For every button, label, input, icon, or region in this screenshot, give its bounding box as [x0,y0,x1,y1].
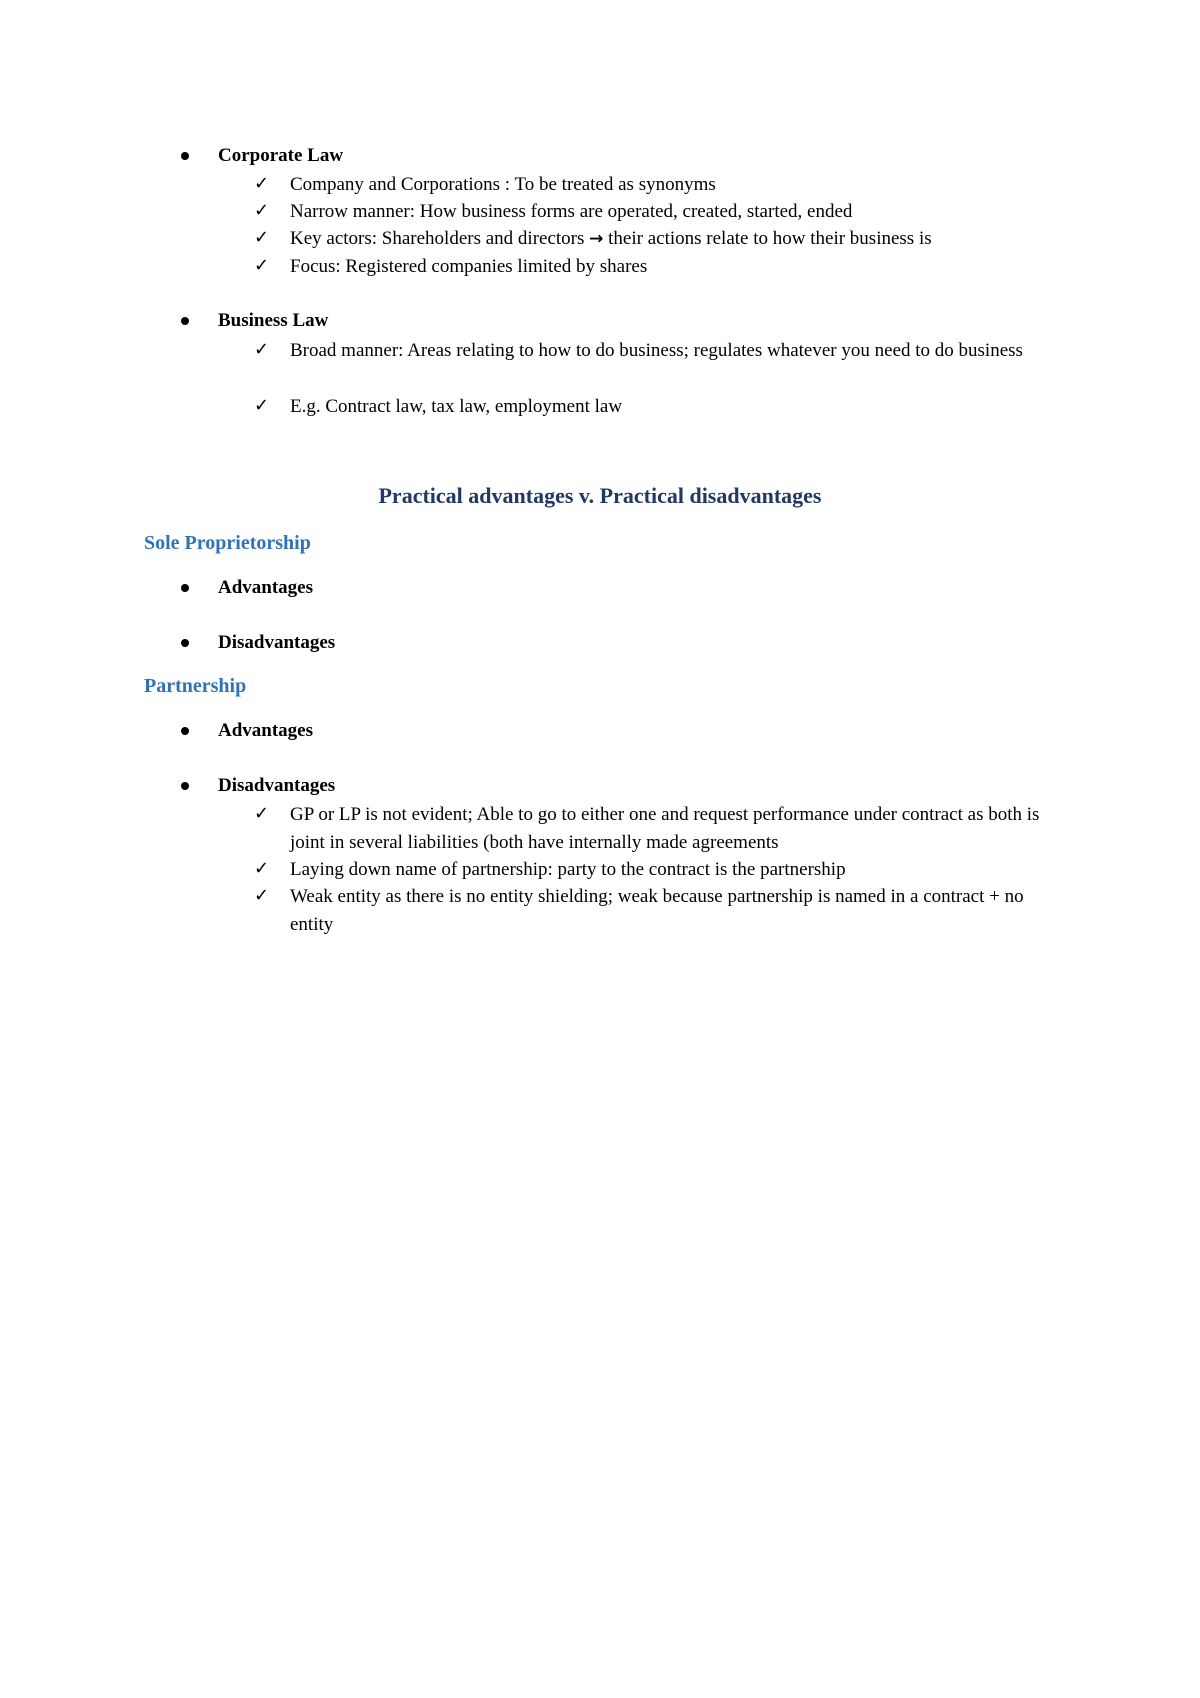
checkmark-icon: ✓ [254,858,270,879]
check-item-text-part: Key actors: Shareholders and directors [290,228,585,249]
section-heading: Practical advantages v. Practical disadvantages [378,483,822,508]
checkmark-icon: ✓ [254,255,270,276]
check-item-text-part: their actions relate to how their business is [608,228,932,249]
check-item-text: Broad manner: Areas relating to how to do business; regulates whatever you need to do business [290,340,1023,361]
check-item-text: Focus: Registered companies limited by shares [290,256,648,277]
check-item-text: Weak entity as there is no entity shielding; weak because partnership is named in a contract + no entity [290,886,1024,935]
arrow-right-icon: → [589,229,604,249]
bullet-label: Advantages [218,720,314,741]
bullet-label: Advantages [218,577,314,598]
check-item-text: Laying down name of partnership: party to the contract is the partnership [290,859,846,880]
checkmark-icon: ✓ [254,339,270,360]
checkmark-icon: ✓ [254,395,270,416]
bullet-label: Disadvantages [218,775,336,796]
checkmark-icon: ✓ [254,200,270,221]
subheading-sole-proprietorship: Sole Proprietorship [144,532,311,554]
bullet-dot-icon [181,317,189,325]
bullet-dot-icon [181,639,189,647]
bullet-label: Corporate Law [218,145,344,166]
check-item-text [290,225,1050,254]
bullet-dot-icon [181,152,189,160]
bullet-label: Business Law [218,310,329,331]
checkmark-icon: ✓ [254,173,270,194]
subheading-partnership: Partnership [144,675,247,697]
bullet-dot-icon [181,584,189,592]
checkmark-icon: ✓ [254,803,270,824]
check-item-text: E.g. Contract law, tax law, employment law [290,396,623,417]
checkmark-icon: ✓ [254,885,270,906]
bullet-dot-icon [181,782,189,790]
bullet-label: Disadvantages [218,632,336,653]
checkmark-icon: ✓ [254,227,270,248]
check-item-text: GP or LP is not evident; Able to go to either one and request performance under contract as both is joint in several liabilities (both have internally made agreements [290,804,1040,853]
bullet-dot-icon [181,727,189,735]
check-item-text: Narrow manner: How business forms are operated, created, started, ended [290,201,853,222]
check-item-text: Company and Corporations : To be treated as synonyms [290,174,716,195]
